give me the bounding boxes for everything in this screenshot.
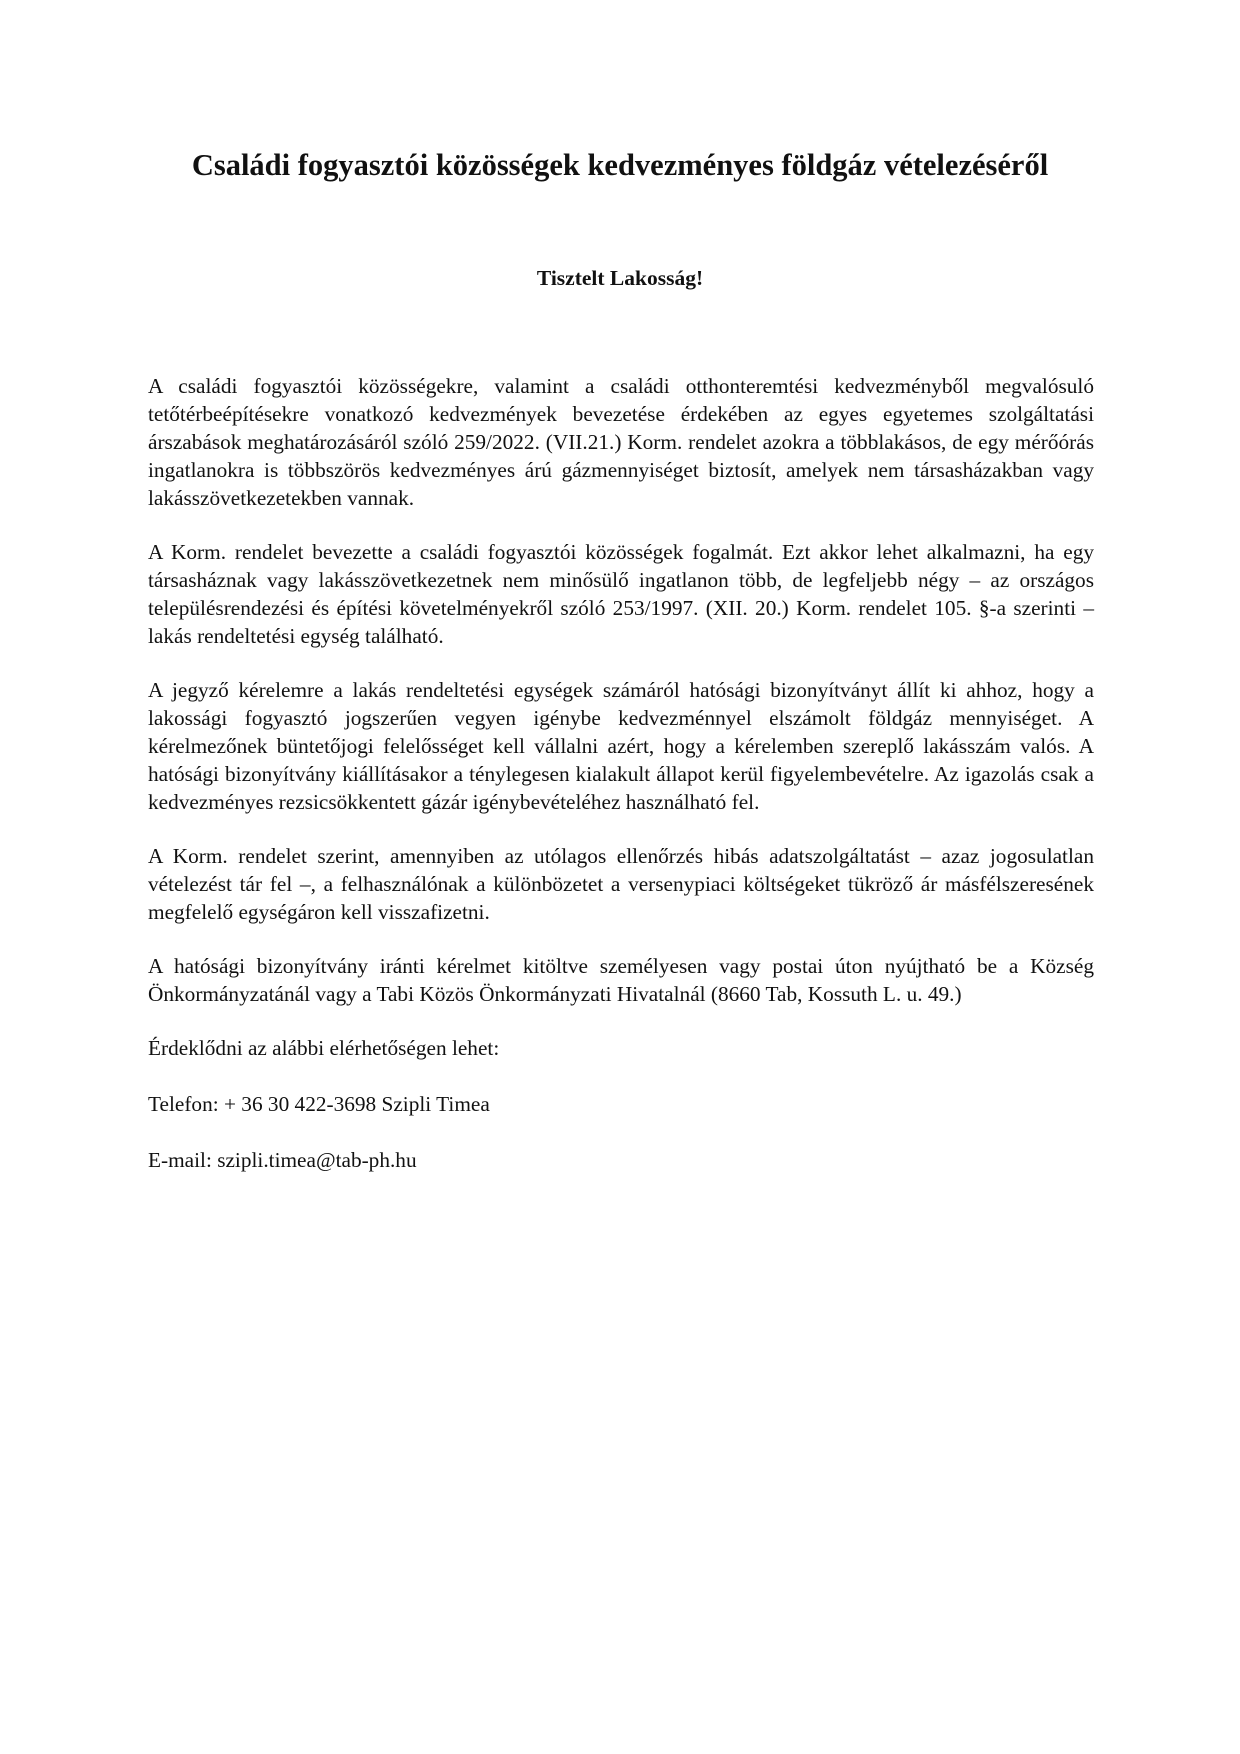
paragraph-certificate: A jegyző kérelemre a lakás rendeltetési egységek számáról hatósági bizonyítványt állít ki ahhoz, hogy a lakossági fogyasztó jogszerűen vegyen igénybe kedvezménnyel elszámolt földgáz mennyiséget. A kérelmezőnek büntetőjogi felelősséget kell vállalni azért, hogy a kérelemben szereplő lakásszám valós. A hatósági bizonyítvány kiállításakor a ténylegesen kialakult állapot kerül figyelembevételre. Az igazolás csak a kedvezményes rezsicsökkentett gázár igénybevételéhez használható fel. xyxy=(148,678,1094,814)
contact-intro: Érdeklődni az alábbi elérhetőségen lehet: xyxy=(148,1036,500,1060)
paragraph-submission: A hatósági bizonyítvány iránti kérelmet kitöltve személyesen vagy postai úton nyújtható be a Község Önkormányzatánál vagy a Tabi Közös Önkormányzati Hivatalnál (8660 Tab, Kossuth L. u. 49.) xyxy=(148,954,1094,1006)
paragraph-regulation-intro: A családi fogyasztói közösségekre, valamint a családi otthonteremtési kedvezményből megvalósuló tetőtérbeépítésekre vonatkozó kedvezmények bevezetése érdekében az egyes egyetemes szolgáltatási árszabások meghatározásáról szóló 259/2022. (VII.21.) Korm. rendelet azokra a többlakásos, de egy mérőórás ingatlanokra is többszörös kedvezményes árú gázmennyiséget biztosít, amelyek nem társasházakban vagy lakásszövetkezetekben vannak. xyxy=(148,374,1094,510)
paragraph-repayment: A Korm. rendelet szerint, amennyiben az utólagos ellenőrzés hibás adatszolgáltatást – azaz jogosulatlan vételezést tár fel –, a felhasználónak a különbözetet a versenypiaci költségeket tükröző ár másfélszeresének megfelelő egységáron kell visszafizetni. xyxy=(148,844,1094,924)
document-body xyxy=(148,372,1094,1202)
document-title: Családi fogyasztói közösségek kedvezményes földgáz vételezéséről xyxy=(191,148,1049,182)
salutation: Tisztelt Lakosság! xyxy=(536,266,704,290)
contact-phone: Telefon: + 36 30 422-3698 Szipli Timea xyxy=(148,1092,490,1116)
contact-email: E-mail: szipli.timea@tab-ph.hu xyxy=(148,1148,417,1172)
paragraph-community-definition: A Korm. rendelet bevezette a családi fogyasztói közösségek fogalmát. Ezt akkor lehet alkalmazni, ha egy társasháznak vagy lakásszövetkezetnek nem minősülő ingatlanon több, de legfeljebb négy – az országos településrendezési és építési követelményekről szóló 253/1997. (XII. 20.) Korm. rendelet 105. §-a szerinti – lakás rendeltetési egység található. xyxy=(148,540,1094,648)
